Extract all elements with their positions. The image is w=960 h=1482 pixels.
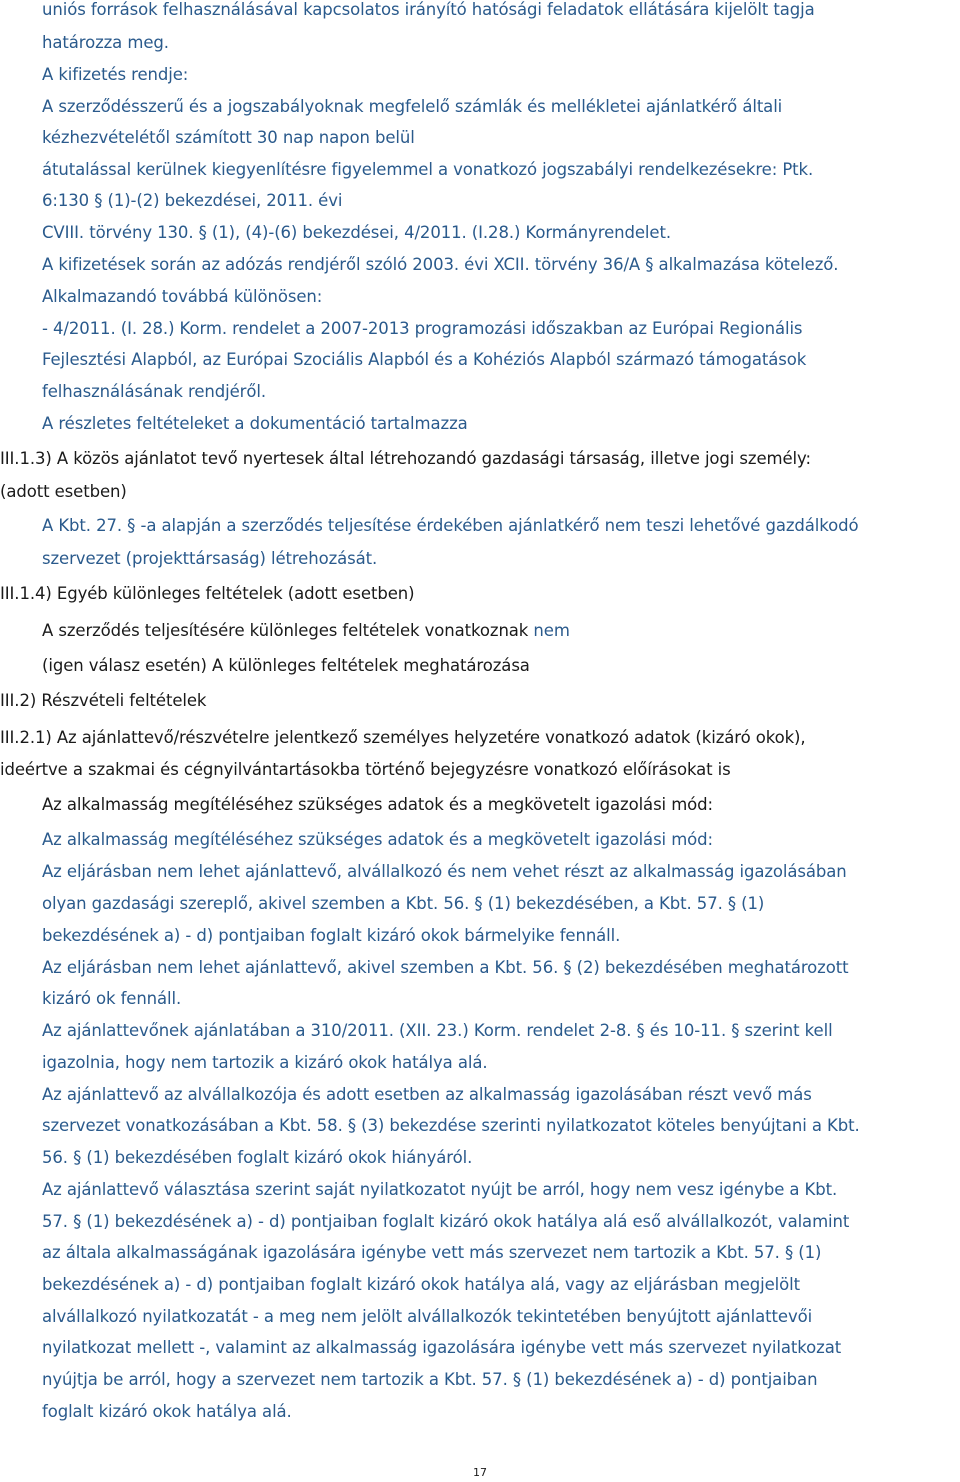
text-line: A Kbt. 27. § -a alapján a szerződés teljesítése érdekében ajánlatkérő nem teszi lehetővé gazdálkodó	[42, 516, 859, 535]
text-line: 57. § (1) bekezdésének a) - d) pontjaiban foglalt kizáró okok hatálya alá eső alvállalkozót, valamint	[42, 1212, 850, 1231]
text-line: A kifizetések során az adózás rendjéről szóló 2003. évi XCII. törvény 36/A § alkalmazása kötelező.	[42, 255, 839, 274]
text-line: (igen válasz esetén) A különleges feltételek meghatározása	[42, 656, 530, 675]
text-line: 6:130 § (1)-(2) bekezdései, 2011. évi	[42, 191, 343, 210]
text-line: A kifizetés rendje:	[42, 65, 189, 84]
text-line: bekezdésének a) - d) pontjaiban foglalt kizáró okok hatálya alá, vagy az eljárásban megjelölt	[42, 1275, 800, 1294]
text-line: Az ajánlattevőnek ajánlatában a 310/2011. (XII. 23.) Korm. rendelet 2-8. § és 10-11. § szerint kell	[42, 1021, 833, 1040]
text-line: bekezdésének a) - d) pontjaiban foglalt kizáró okok bármelyike fennáll.	[42, 926, 621, 945]
text-label: A szerződés teljesítésére különleges feltételek vonatkoznak	[42, 621, 529, 640]
text-line: Fejlesztési Alapból, az Európai Szociális Alapból és a Kohéziós Alapból származó támogatások	[42, 350, 807, 369]
section-heading: III.1.4) Egyéb különleges feltételek (adott esetben)	[0, 584, 415, 603]
text-line: átutalással kerülnek kiegyenlítésre figyelemmel a vonatkozó jogszabályi rendelkezésekre: Ptk.	[42, 160, 814, 179]
text-line: alvállalkozó nyilatkozatát - a meg nem jelölt alvállalkozók tekintetében benyújtott ajánlattevői	[42, 1307, 813, 1326]
text-line	[42, 621, 570, 641]
text-line: - 4/2011. (I. 28.) Korm. rendelet a 2007-2013 programozási időszakban az Európai Regionális	[42, 319, 803, 338]
text-line: ideértve a szakmai és cégnyilvántartásokba történő bejegyzésre vonatkozó előírásokat is	[0, 760, 731, 779]
text-line: igazolnia, hogy nem tartozik a kizáró okok hatálya alá.	[42, 1053, 488, 1072]
text-line: Az eljárásban nem lehet ajánlattevő, alvállalkozó és nem vehet részt az alkalmasság igazolásában	[42, 862, 847, 881]
text-line: 56. § (1) bekezdésében foglalt kizáró okok hiányáról.	[42, 1148, 473, 1167]
text-line: kézhezvételétől számított 30 nap napon belül	[42, 128, 415, 147]
text-line: Az alkalmasság megítéléséhez szükséges adatok és a megkövetelt igazolási mód:	[42, 830, 713, 849]
text-line: az általa alkalmasságának igazolására igénybe vett más szervezet nem tartozik a Kbt. 57. § (1)	[42, 1243, 822, 1262]
text-line: határozza meg.	[42, 33, 169, 52]
text-line: A részletes feltételeket a dokumentáció tartalmazza	[42, 414, 468, 433]
text-line: Az ajánlattevő választása szerint saját nyilatkozatot nyújt be arról, hogy nem vesz igénybe a Kbt.	[42, 1180, 838, 1199]
text-line: Alkalmazandó továbbá különösen:	[42, 287, 323, 306]
text-line: nyújtja be arról, hogy a szervezet nem tartozik a Kbt. 57. § (1) bekezdésének a) - d) pontjaiban	[42, 1370, 818, 1389]
text-line: felhasználásának rendjéről.	[42, 382, 266, 401]
section-heading: III.2.1) Az ajánlattevő/részvételre jelentkező személyes helyzetére vonatkozó adatok (kizáró okok),	[0, 728, 806, 747]
answer-value: nem	[533, 621, 570, 640]
text-line: Az ajánlattevő az alvállalkozója és adott esetben az alkalmasság igazolásában részt vevő más	[42, 1085, 812, 1104]
text-line: szervezet vonatkozásában a Kbt. 58. § (3) bekezdése szerinti nyilatkozatot köteles benyújtani a Kbt.	[42, 1116, 860, 1135]
section-heading: III.1.3) A közös ajánlatot tevő nyertesek által létrehozandó gazdasági társaság, illetve jogi személy:	[0, 449, 811, 468]
text-line: CVIII. törvény 130. § (1), (4)-(6) bekezdései, 4/2011. (I.28.) Kormányrendelet.	[42, 223, 671, 242]
page-number: 17	[473, 1466, 487, 1479]
section-heading: III.2) Részvételi feltételek	[0, 691, 207, 710]
text-line: szervezet (projekttársaság) létrehozását.	[42, 549, 378, 568]
text-line: olyan gazdasági szereplő, akivel szemben a Kbt. 56. § (1) bekezdésében, a Kbt. 57. § (1)	[42, 894, 765, 913]
text-line: (adott esetben)	[0, 482, 127, 501]
text-line: nyilatkozat mellett -, valamint az alkalmasság igazolására igénybe vett más szervezet nyilatkozat	[42, 1338, 842, 1357]
text-line: foglalt kizáró okok hatálya alá.	[42, 1402, 292, 1421]
text-line: A szerződésszerű és a jogszabályoknak megfelelő számlák és mellékletei ajánlatkérő általi	[42, 97, 783, 116]
text-line: kizáró ok fennáll.	[42, 989, 182, 1008]
text-line: Az eljárásban nem lehet ajánlattevő, akivel szemben a Kbt. 56. § (2) bekezdésében meghatározott	[42, 958, 849, 977]
text-line: uniós források felhasználásával kapcsolatos irányító hatósági feladatok ellátására kijelölt tagja	[42, 0, 815, 19]
text-line: Az alkalmasság megítéléséhez szükséges adatok és a megkövetelt igazolási mód:	[42, 795, 713, 814]
